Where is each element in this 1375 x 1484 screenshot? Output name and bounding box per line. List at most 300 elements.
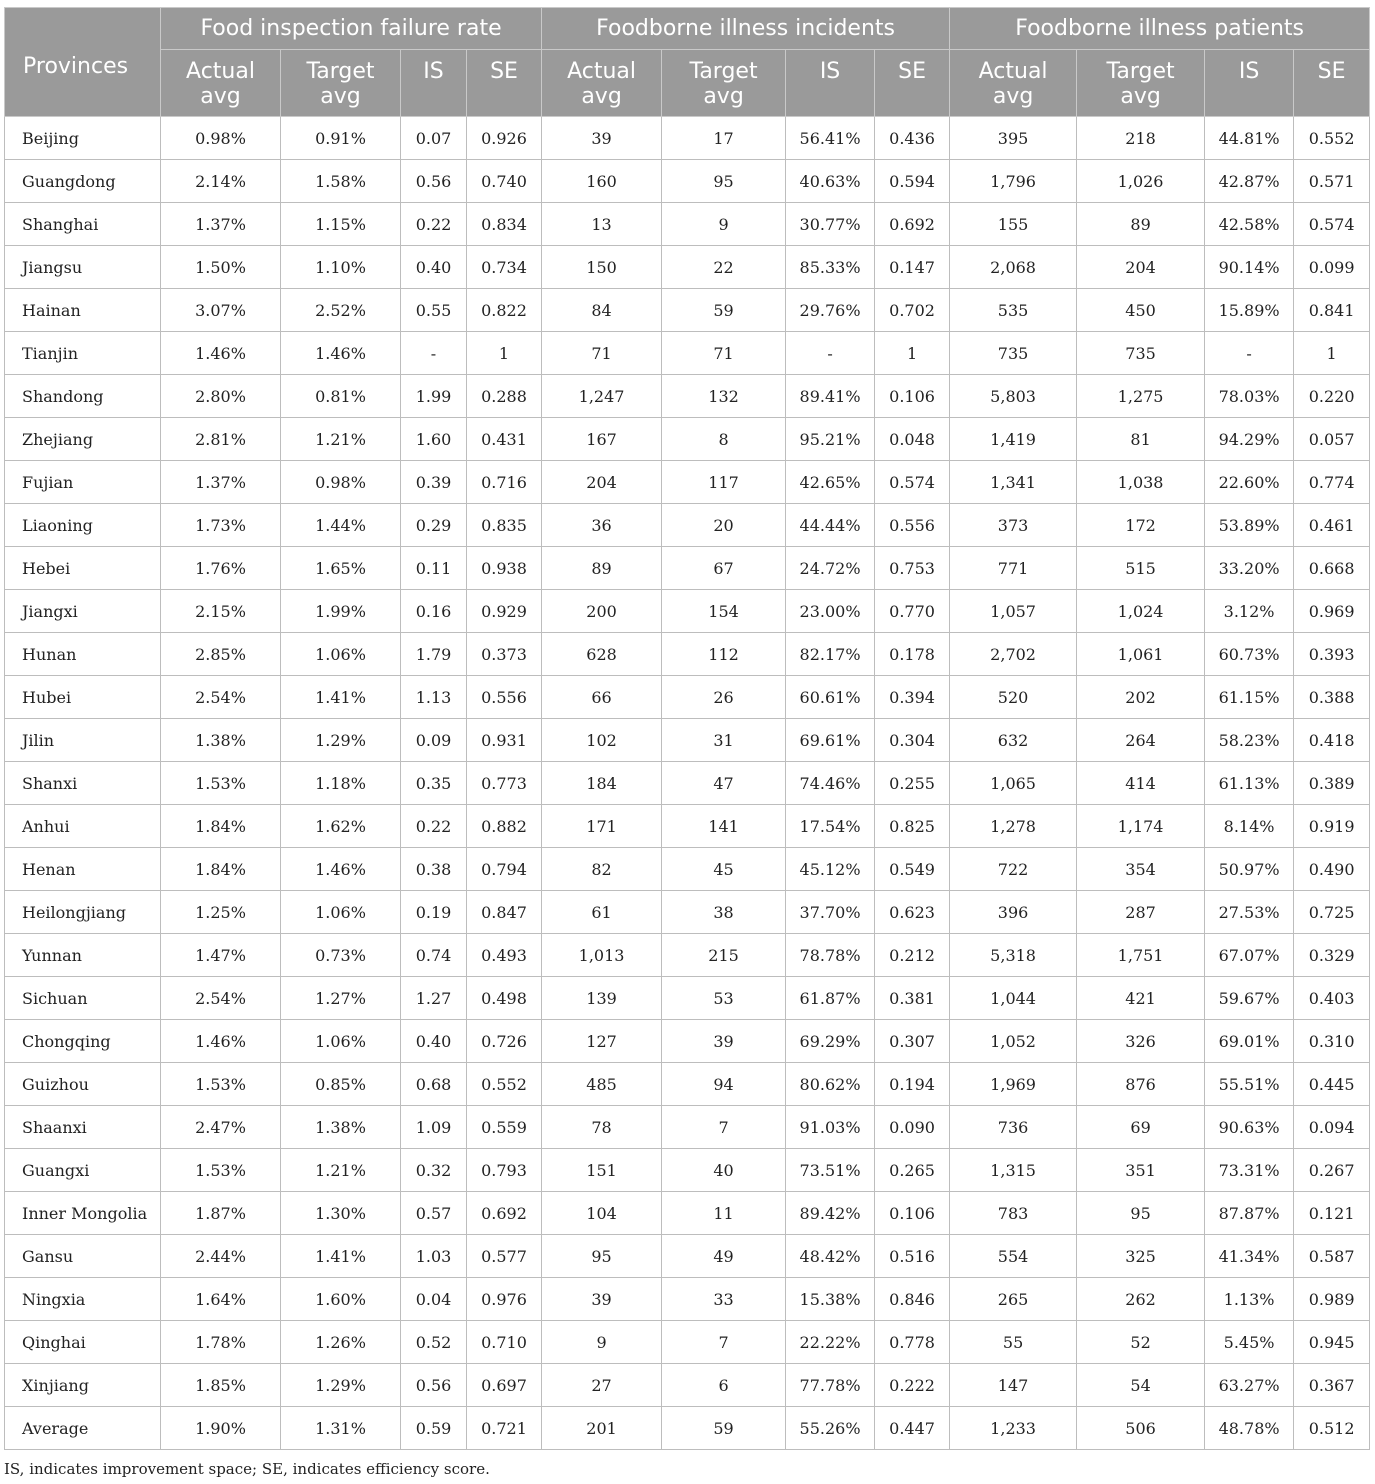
- value-cell: 0.702: [875, 289, 950, 332]
- value-cell: 2.44%: [161, 1235, 281, 1278]
- value-cell: 1.53%: [161, 1063, 281, 1106]
- value-cell: 0.929: [467, 590, 542, 633]
- value-cell: 0.52: [401, 1321, 467, 1364]
- value-cell: 0.106: [875, 1192, 950, 1235]
- value-cell: 0.574: [1294, 203, 1370, 246]
- value-cell: 94: [662, 1063, 786, 1106]
- value-cell: 1,341: [950, 461, 1077, 504]
- value-cell: 69.29%: [786, 1020, 875, 1063]
- data-table: [4, 7, 1370, 1450]
- value-cell: 1,796: [950, 160, 1077, 203]
- value-cell: 1.76%: [161, 547, 281, 590]
- value-cell: 0.106: [875, 375, 950, 418]
- value-cell: 1.47%: [161, 934, 281, 977]
- value-cell: 0.40: [401, 1020, 467, 1063]
- value-cell: 7: [662, 1106, 786, 1149]
- value-cell: 1,057: [950, 590, 1077, 633]
- value-cell: 0.556: [467, 676, 542, 719]
- province-cell: Average: [5, 1407, 161, 1450]
- value-cell: 147: [950, 1364, 1077, 1407]
- value-cell: 8.14%: [1205, 805, 1294, 848]
- value-cell: 15.89%: [1205, 289, 1294, 332]
- value-cell: 0.16: [401, 590, 467, 633]
- value-cell: 1.90%: [161, 1407, 281, 1450]
- value-cell: 396: [950, 891, 1077, 934]
- value-cell: 42.58%: [1205, 203, 1294, 246]
- value-cell: 628: [542, 633, 662, 676]
- value-cell: 0.85%: [281, 1063, 401, 1106]
- subheader-line: SE: [490, 59, 518, 84]
- value-cell: 95.21%: [786, 418, 875, 461]
- province-cell: Jiangsu: [5, 246, 161, 289]
- value-cell: 39: [542, 1278, 662, 1321]
- value-cell: 1.10%: [281, 246, 401, 289]
- province-cell: Hainan: [5, 289, 161, 332]
- province-cell: Guizhou: [5, 1063, 161, 1106]
- value-cell: 535: [950, 289, 1077, 332]
- value-cell: 5,803: [950, 375, 1077, 418]
- value-cell: 184: [542, 762, 662, 805]
- value-cell: 73.51%: [786, 1149, 875, 1192]
- value-cell: 1,233: [950, 1407, 1077, 1450]
- province-cell: Chongqing: [5, 1020, 161, 1063]
- table-row: [5, 977, 1370, 1020]
- value-cell: 160: [542, 160, 662, 203]
- subheader-line: avg: [1120, 84, 1161, 109]
- value-cell: 0.697: [467, 1364, 542, 1407]
- value-cell: 89: [542, 547, 662, 590]
- province-cell: Liaoning: [5, 504, 161, 547]
- table-row: [5, 117, 1370, 160]
- table-row: [5, 1278, 1370, 1321]
- value-cell: 42.65%: [786, 461, 875, 504]
- value-cell: 1.31%: [281, 1407, 401, 1450]
- value-cell: 55: [950, 1321, 1077, 1364]
- table-row: [5, 719, 1370, 762]
- table-row: [5, 1235, 1370, 1278]
- table-row: [5, 676, 1370, 719]
- value-cell: 61.15%: [1205, 676, 1294, 719]
- subheader-patients-2: [1205, 50, 1294, 117]
- value-cell: 0.445: [1294, 1063, 1370, 1106]
- value-cell: 1.06%: [281, 1020, 401, 1063]
- value-cell: -: [786, 332, 875, 375]
- value-cell: 53.89%: [1205, 504, 1294, 547]
- value-cell: 53: [662, 977, 786, 1020]
- province-cell: Gansu: [5, 1235, 161, 1278]
- value-cell: 0.40: [401, 246, 467, 289]
- value-cell: 0.847: [467, 891, 542, 934]
- value-cell: 0.919: [1294, 805, 1370, 848]
- value-cell: 77.78%: [786, 1364, 875, 1407]
- value-cell: 60.73%: [1205, 633, 1294, 676]
- subheader-line: IS: [423, 59, 444, 84]
- value-cell: 1.46%: [161, 1020, 281, 1063]
- province-cell: Guangdong: [5, 160, 161, 203]
- table-row: [5, 762, 1370, 805]
- value-cell: 9: [542, 1321, 662, 1364]
- subheader-line: avg: [320, 84, 361, 109]
- subheader-line: Actual: [567, 59, 636, 84]
- province-cell: Hunan: [5, 633, 161, 676]
- value-cell: 22.60%: [1205, 461, 1294, 504]
- value-cell: 1.58%: [281, 160, 401, 203]
- province-cell: Hubei: [5, 676, 161, 719]
- value-cell: 171: [542, 805, 662, 848]
- value-cell: 0.265: [875, 1149, 950, 1192]
- value-cell: 71: [542, 332, 662, 375]
- value-cell: 38: [662, 891, 786, 934]
- value-cell: 85.33%: [786, 246, 875, 289]
- value-cell: 0.381: [875, 977, 950, 1020]
- value-cell: 1.29%: [281, 719, 401, 762]
- value-cell: 22: [662, 246, 786, 289]
- value-cell: 218: [1077, 117, 1205, 160]
- value-cell: 262: [1077, 1278, 1205, 1321]
- province-cell: Qinghai: [5, 1321, 161, 1364]
- value-cell: 0.668: [1294, 547, 1370, 590]
- value-cell: 47: [662, 762, 786, 805]
- value-cell: 0.329: [1294, 934, 1370, 977]
- value-cell: 0.373: [467, 633, 542, 676]
- value-cell: 37.70%: [786, 891, 875, 934]
- value-cell: 127: [542, 1020, 662, 1063]
- value-cell: 771: [950, 547, 1077, 590]
- value-cell: 0.461: [1294, 504, 1370, 547]
- subheader-line: Actual: [978, 59, 1048, 84]
- value-cell: 265: [950, 1278, 1077, 1321]
- table-row: [5, 1149, 1370, 1192]
- value-cell: 0.11: [401, 547, 467, 590]
- value-cell: 0.721: [467, 1407, 542, 1450]
- value-cell: 117: [662, 461, 786, 504]
- province-cell: Ningxia: [5, 1278, 161, 1321]
- value-cell: 2.15%: [161, 590, 281, 633]
- subheader-line: avg: [992, 84, 1034, 109]
- value-cell: 0.825: [875, 805, 950, 848]
- value-cell: 2.52%: [281, 289, 401, 332]
- value-cell: 1.18%: [281, 762, 401, 805]
- value-cell: 69.61%: [786, 719, 875, 762]
- value-cell: 1,278: [950, 805, 1077, 848]
- province-cell: Sichuan: [5, 977, 161, 1020]
- value-cell: 0.367: [1294, 1364, 1370, 1407]
- value-cell: 1.13%: [1205, 1278, 1294, 1321]
- value-cell: 0.81%: [281, 375, 401, 418]
- province-cell: Henan: [5, 848, 161, 891]
- table-row: [5, 1020, 1370, 1063]
- value-cell: 104: [542, 1192, 662, 1235]
- subheader-patients-1: [1077, 50, 1205, 117]
- value-cell: 1.46%: [281, 332, 401, 375]
- value-cell: 0.73%: [281, 934, 401, 977]
- value-cell: 90.63%: [1205, 1106, 1294, 1149]
- value-cell: 0.307: [875, 1020, 950, 1063]
- value-cell: 1.15%: [281, 203, 401, 246]
- group-header-failure-rate: Food inspection failure rate: [161, 8, 542, 50]
- value-cell: 421: [1077, 977, 1205, 1020]
- value-cell: 0.969: [1294, 590, 1370, 633]
- value-cell: 1,751: [1077, 934, 1205, 977]
- value-cell: 1,174: [1077, 805, 1205, 848]
- value-cell: 2,068: [950, 246, 1077, 289]
- value-cell: 45: [662, 848, 786, 891]
- value-cell: 1,044: [950, 977, 1077, 1020]
- value-cell: 1.03: [401, 1235, 467, 1278]
- value-cell: 42.87%: [1205, 160, 1294, 203]
- table-row: [5, 1063, 1370, 1106]
- value-cell: 0.841: [1294, 289, 1370, 332]
- value-cell: 0.753: [875, 547, 950, 590]
- subheader-line: IS: [819, 59, 841, 84]
- value-cell: 17: [662, 117, 786, 160]
- provinces-header: Provinces: [5, 8, 161, 117]
- value-cell: 0.926: [467, 117, 542, 160]
- value-cell: 1.60: [401, 418, 467, 461]
- value-cell: 1.25%: [161, 891, 281, 934]
- value-cell: 414: [1077, 762, 1205, 805]
- value-cell: 351: [1077, 1149, 1205, 1192]
- value-cell: 450: [1077, 289, 1205, 332]
- province-cell: Hebei: [5, 547, 161, 590]
- value-cell: 9: [662, 203, 786, 246]
- value-cell: 0.389: [1294, 762, 1370, 805]
- value-cell: 167: [542, 418, 662, 461]
- value-cell: 33.20%: [1205, 547, 1294, 590]
- value-cell: 632: [950, 719, 1077, 762]
- value-cell: 74.46%: [786, 762, 875, 805]
- value-cell: 1,065: [950, 762, 1077, 805]
- value-cell: 0.436: [875, 117, 950, 160]
- value-cell: 89.42%: [786, 1192, 875, 1235]
- subheader-line: Target: [689, 59, 758, 84]
- value-cell: 0.498: [467, 977, 542, 1020]
- value-cell: 0.22: [401, 805, 467, 848]
- value-cell: 150: [542, 246, 662, 289]
- value-cell: 1,038: [1077, 461, 1205, 504]
- value-cell: 2.54%: [161, 977, 281, 1020]
- value-cell: 0.740: [467, 160, 542, 203]
- value-cell: 0.22: [401, 203, 467, 246]
- value-cell: 0.725: [1294, 891, 1370, 934]
- value-cell: 78.03%: [1205, 375, 1294, 418]
- value-cell: 0.549: [875, 848, 950, 891]
- value-cell: 0.834: [467, 203, 542, 246]
- value-cell: 204: [542, 461, 662, 504]
- value-cell: 63.27%: [1205, 1364, 1294, 1407]
- value-cell: 1,061: [1077, 633, 1205, 676]
- province-cell: Xinjiang: [5, 1364, 161, 1407]
- value-cell: 0.91%: [281, 117, 401, 160]
- value-cell: 141: [662, 805, 786, 848]
- province-cell: Shanghai: [5, 203, 161, 246]
- value-cell: 0.490: [1294, 848, 1370, 891]
- value-cell: 52: [1077, 1321, 1205, 1364]
- value-cell: 58.23%: [1205, 719, 1294, 762]
- value-cell: 0.04: [401, 1278, 467, 1321]
- value-cell: 0.55: [401, 289, 467, 332]
- value-cell: 0.32: [401, 1149, 467, 1192]
- value-cell: 36: [542, 504, 662, 547]
- value-cell: 82.17%: [786, 633, 875, 676]
- subheader-line: Target: [306, 59, 375, 84]
- table-row: [5, 934, 1370, 977]
- table-row: [5, 1407, 1370, 1450]
- value-cell: 1,969: [950, 1063, 1077, 1106]
- value-cell: 95: [1077, 1192, 1205, 1235]
- value-cell: 56.41%: [786, 117, 875, 160]
- value-cell: 0.594: [875, 160, 950, 203]
- table-row: [5, 461, 1370, 504]
- value-cell: 0.094: [1294, 1106, 1370, 1149]
- value-cell: 0.793: [467, 1149, 542, 1192]
- value-cell: 24.72%: [786, 547, 875, 590]
- value-cell: 20: [662, 504, 786, 547]
- subheader-line: SE: [1317, 59, 1346, 84]
- value-cell: 0.431: [467, 418, 542, 461]
- value-cell: 112: [662, 633, 786, 676]
- table-row: [5, 547, 1370, 590]
- value-cell: 0.716: [467, 461, 542, 504]
- value-cell: 1.21%: [281, 1149, 401, 1192]
- value-cell: 0.778: [875, 1321, 950, 1364]
- value-cell: 1.26%: [281, 1321, 401, 1364]
- province-cell: Guangxi: [5, 1149, 161, 1192]
- value-cell: 0.692: [875, 203, 950, 246]
- province-cell: Yunnan: [5, 934, 161, 977]
- subheader-line: IS: [1238, 59, 1260, 84]
- table-row: [5, 203, 1370, 246]
- value-cell: 1.79: [401, 633, 467, 676]
- value-cell: 1.99: [401, 375, 467, 418]
- value-cell: 395: [950, 117, 1077, 160]
- value-cell: 0.516: [875, 1235, 950, 1278]
- value-cell: 26: [662, 676, 786, 719]
- value-cell: 48.78%: [1205, 1407, 1294, 1450]
- value-cell: 5,318: [950, 934, 1077, 977]
- value-cell: 0.38: [401, 848, 467, 891]
- value-cell: 325: [1077, 1235, 1205, 1278]
- table-row: [5, 1321, 1370, 1364]
- table-row: [5, 633, 1370, 676]
- value-cell: 0.692: [467, 1192, 542, 1235]
- value-cell: 69.01%: [1205, 1020, 1294, 1063]
- value-cell: 215: [662, 934, 786, 977]
- value-cell: 0.945: [1294, 1321, 1370, 1364]
- value-cell: 0.989: [1294, 1278, 1370, 1321]
- value-cell: 0.98%: [161, 117, 281, 160]
- subheader-failure-rate-3: [467, 50, 542, 117]
- value-cell: 0.39: [401, 461, 467, 504]
- province-cell: Shaanxi: [5, 1106, 161, 1149]
- value-cell: 1.73%: [161, 504, 281, 547]
- value-cell: 2.14%: [161, 160, 281, 203]
- value-cell: 0.222: [875, 1364, 950, 1407]
- value-cell: 87.87%: [1205, 1192, 1294, 1235]
- value-cell: 29.76%: [786, 289, 875, 332]
- value-cell: 7: [662, 1321, 786, 1364]
- table-footnote: IS, indicates improvement space; SE, indicates efficiency score.: [4, 1460, 490, 1478]
- value-cell: 23.00%: [786, 590, 875, 633]
- value-cell: 2.85%: [161, 633, 281, 676]
- value-cell: 61.13%: [1205, 762, 1294, 805]
- value-cell: 0.048: [875, 418, 950, 461]
- value-cell: 60.61%: [786, 676, 875, 719]
- province-cell: Tianjin: [5, 332, 161, 375]
- value-cell: 0.255: [875, 762, 950, 805]
- value-cell: 22.22%: [786, 1321, 875, 1364]
- value-cell: 0.556: [875, 504, 950, 547]
- value-cell: 0.147: [875, 246, 950, 289]
- value-cell: 91.03%: [786, 1106, 875, 1149]
- value-cell: 0.587: [1294, 1235, 1370, 1278]
- value-cell: 5.45%: [1205, 1321, 1294, 1364]
- value-cell: 200: [542, 590, 662, 633]
- subheader-line: avg: [703, 84, 744, 109]
- value-cell: 82: [542, 848, 662, 891]
- value-cell: 61.87%: [786, 977, 875, 1020]
- subheader-line: Target: [1106, 59, 1175, 84]
- value-cell: 1.41%: [281, 676, 401, 719]
- value-cell: 40.63%: [786, 160, 875, 203]
- value-cell: 15.38%: [786, 1278, 875, 1321]
- table-row: [5, 848, 1370, 891]
- value-cell: 1.78%: [161, 1321, 281, 1364]
- subheader-incidents-3: [875, 50, 950, 117]
- value-cell: 78: [542, 1106, 662, 1149]
- value-cell: 48.42%: [786, 1235, 875, 1278]
- value-cell: 0.267: [1294, 1149, 1370, 1192]
- value-cell: 0.07: [401, 117, 467, 160]
- value-cell: 735: [1077, 332, 1205, 375]
- value-cell: 0.74: [401, 934, 467, 977]
- value-cell: 0.59: [401, 1407, 467, 1450]
- value-cell: 0.794: [467, 848, 542, 891]
- province-cell: Inner Mongolia: [5, 1192, 161, 1235]
- value-cell: 55.51%: [1205, 1063, 1294, 1106]
- province-cell: Zhejiang: [5, 418, 161, 461]
- value-cell: 154: [662, 590, 786, 633]
- value-cell: 0.288: [467, 375, 542, 418]
- value-cell: 1.37%: [161, 461, 281, 504]
- value-cell: 1,024: [1077, 590, 1205, 633]
- table-row: [5, 1106, 1370, 1149]
- value-cell: 0.09: [401, 719, 467, 762]
- value-cell: 13: [542, 203, 662, 246]
- value-cell: 78.78%: [786, 934, 875, 977]
- value-cell: 0.931: [467, 719, 542, 762]
- value-cell: 0.057: [1294, 418, 1370, 461]
- value-cell: 0.577: [467, 1235, 542, 1278]
- value-cell: 0.304: [875, 719, 950, 762]
- value-cell: 1.65%: [281, 547, 401, 590]
- value-cell: 55.26%: [786, 1407, 875, 1450]
- value-cell: 172: [1077, 504, 1205, 547]
- province-cell: Shandong: [5, 375, 161, 418]
- table-row: [5, 160, 1370, 203]
- value-cell: 94.29%: [1205, 418, 1294, 461]
- value-cell: 1.46%: [281, 848, 401, 891]
- value-cell: 506: [1077, 1407, 1205, 1450]
- value-cell: 151: [542, 1149, 662, 1192]
- value-cell: 59: [662, 289, 786, 332]
- table-row: [5, 332, 1370, 375]
- value-cell: 0.571: [1294, 160, 1370, 203]
- subheader-patients-0: [950, 50, 1077, 117]
- subheader-line: SE: [898, 59, 926, 84]
- subheader-incidents-1: [662, 50, 786, 117]
- table-row: [5, 1192, 1370, 1235]
